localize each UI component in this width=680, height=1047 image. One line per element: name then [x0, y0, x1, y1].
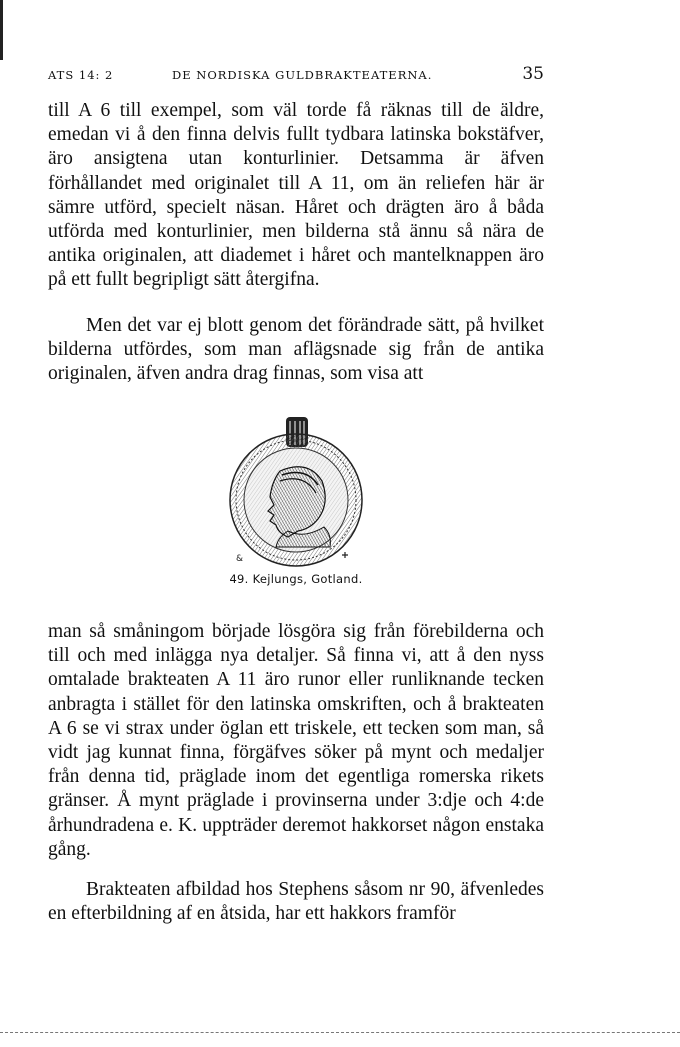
series-label: ATS 14: 2 [48, 68, 114, 82]
paragraph-3: man så småningom började lösgöra sig från förebilderna och till och med inlägga nya detaljer. Så finna vi, att å den nyss omtalade brakteaten A 11 äro runor eller runliknande tecken anbragta i stället för den latinska omskriften, och å brakteaten A 6 se vi strax under öglan ett triskele, ett tecken som man, så vidt jag kunnat finna, förgäfves söker på mynt och medaljer från denna tid, präglade inom det egentliga romerska rikets gränser. Å mynt präglade i provinserna under 3:dje och 4:de århundradena e. K. uppträder deremot hakkorset någon enstaka gång. [48, 621, 544, 860]
page-number: 35 [522, 64, 544, 84]
page-bottom-edge [0, 1032, 680, 1033]
bracteate-illustration [218, 415, 368, 575]
paragraph-2: Men det var ej blott genom det förändrade sätt, på hvilket bilderna utfördes, som man aflägsnade sig från de antika originalen, äfven andra drag finnas, som visa att [48, 315, 544, 385]
page-edge-mark [0, 0, 3, 60]
figure-caption: 49. Kejlungs, Gotland. [229, 572, 363, 586]
paragraph-1: till A 6 till exempel, som väl torde få räknas till de äldre, emedan vi å den finna delvis fullt tydbara latinska bokstäfver, äro ansigtena utan konturlinier. Detsamma är äfven förhållandet med originalet till A 11, om än reliefen här är sämre utförd, specielt näsan. Håret och drägten äro å båda utförda med konturlinier, men bilderna stå ännu så nära de antika originalen, att diademet i håret och mantelknappen äro på ett fullt begripligt sätt återgifna. [48, 100, 544, 291]
running-header [48, 64, 544, 86]
paragraph-4: Brakteaten afbildad hos Stephens såsom nr 90, äfvenledes en efterbildning af en åtsida, har ett hakkors framför [48, 879, 544, 925]
svg-text:&: & [236, 554, 244, 564]
running-title: DE NORDISKA GULDBRAKTEATERNA. [172, 68, 433, 82]
bracteate-drawing [218, 415, 368, 575]
